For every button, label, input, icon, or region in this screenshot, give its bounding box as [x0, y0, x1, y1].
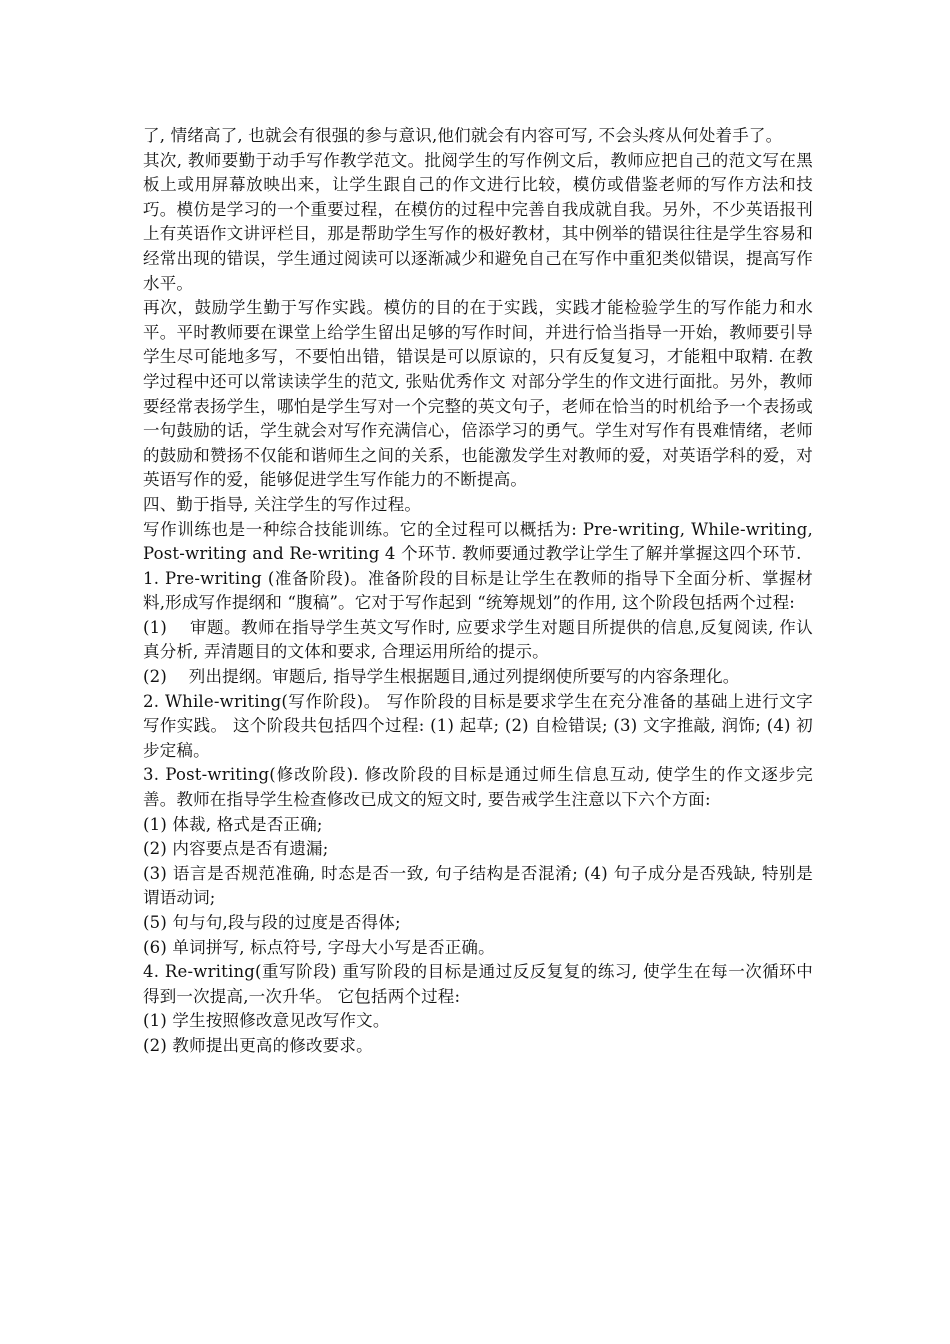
section-heading: 四、勤于指导, 关注学生的写作过程。 [143, 494, 422, 514]
list-item: (1) 学生按照修改意见改写作文。 [143, 1011, 390, 1031]
paragraph: 1. Pre-writing (准备阶段)。准备阶段的目标是让学生在教师的指导下全面分析、掌握材料,形成写作提纲和 “腹稿”。它对于写作起到 “统筹规划”的作用, 这个阶段包括两个过程: [143, 568, 813, 613]
paragraph: 4. Re-writing(重写阶段) 重写阶段的目标是通过反反复复的练习, 使学生在每一次循环中得到一次提高,一次升华。 它包括两个过程: [143, 962, 813, 1006]
paragraph: 了, 情绪高了, 也就会有很强的参与意识,他们就会有内容可写, 不会头疼从何处着手了。 [143, 126, 783, 145]
paragraph: 2. While-writing(写作阶段)。 写作阶段的目标是要求学生在充分准备的基础上进行文字写作实践。 这个阶段共包括四个过程: (1) 起草; (2) 自检错误; (3) 文字推敲, 润饰; (4) 初步定稿。 [143, 691, 813, 760]
paragraph: 其次, 教师要勤于动手写作教学范文。批阅学生的写作例文后，教师应把自己的范文写在黑板上或用屏幕放映出来，让学生跟自己的作文进行比较，模仿或借鉴老师的写作方法和技巧。模仿是学习的一个重要过程，在模仿的过程中完善自我成就自我。另外，不少英语报刊上有英语作文讲评栏目，那是帮助学生写作的极好教材，其中例举的错误往往是学生容易和经常出现的错误，学生通过阅读可以逐渐减少和避免自己在写作中重犯类似错误，提高写作水平。 [143, 150, 813, 293]
list-item: (2) 内容要点是否有遗漏; [143, 839, 329, 859]
document-body [143, 124, 819, 1059]
paragraph: 写作训练也是一种综合技能训练。它的全过程可以概括为: Pre-writing, While-writing, Post-writing and Re-writing 4 个环节. 教师要通过教学让学生了解并掌握这四个环节. [143, 519, 819, 564]
list-item: (5) 句与句,段与段的过度是否得体; [143, 913, 401, 932]
list-item: (1) 审题。教师在指导学生英文写作时, 应要求学生对题目所提供的信息,反复阅读, 作认真分析, 弄清题目的文体和要求, 合理运用所给的提示。 [143, 617, 813, 662]
list-item: (1) 体裁, 格式是否正确; [143, 814, 323, 834]
list-item: (3) 语言是否规范准确, 时态是否一致, 句子结构是否混淆; (4) 句子成分是否残缺, 特别是谓语动词; [143, 863, 813, 908]
paragraph: 再次，鼓励学生勤于写作实践。模仿的目的在于实践，实践才能检验学生的写作能力和水平。平时教师要在课堂上给学生留出足够的写作时间，并进行恰当指导一开始，教师要引导学生尽可能地多写，不要怕出错，错误是可以原谅的，只有反复复习，才能粗中取精. 在教学过程中还可以常读读学生的范文, 张贴优秀作文 对部分学生的作文进行面批。另外，教师要经常表扬学生，哪怕是学生写对一个完整的英文句子，老师在恰当的时机给予一个表扬或一句鼓励的话，学生就会对写作充满信心，倍添学习的勇气。学生对写作有畏难情绪，老师的鼓励和赞扬不仅能和谐师生之间的关系，也能激发学生对教师的爱，对英语学科的爱，对英语写作的爱，能够促进学生写作能力的不断提高。 [143, 298, 813, 490]
list-item: (2) 列出提纲。审题后, 指导学生根据题目,通过列提纲使所要写的内容条理化。 [143, 667, 740, 687]
list-item: (2) 教师提出更高的修改要求。 [143, 1035, 373, 1055]
list-item: (6) 单词拼写, 标点符号, 字母大小写是否正确。 [143, 937, 495, 957]
paragraph: 3. Post-writing(修改阶段). 修改阶段的目标是通过师生信息互动, 使学生的作文逐步完善。教师在指导学生检查修改已成文的短文时, 要告戒学生注意以下六个方面: [143, 765, 813, 810]
